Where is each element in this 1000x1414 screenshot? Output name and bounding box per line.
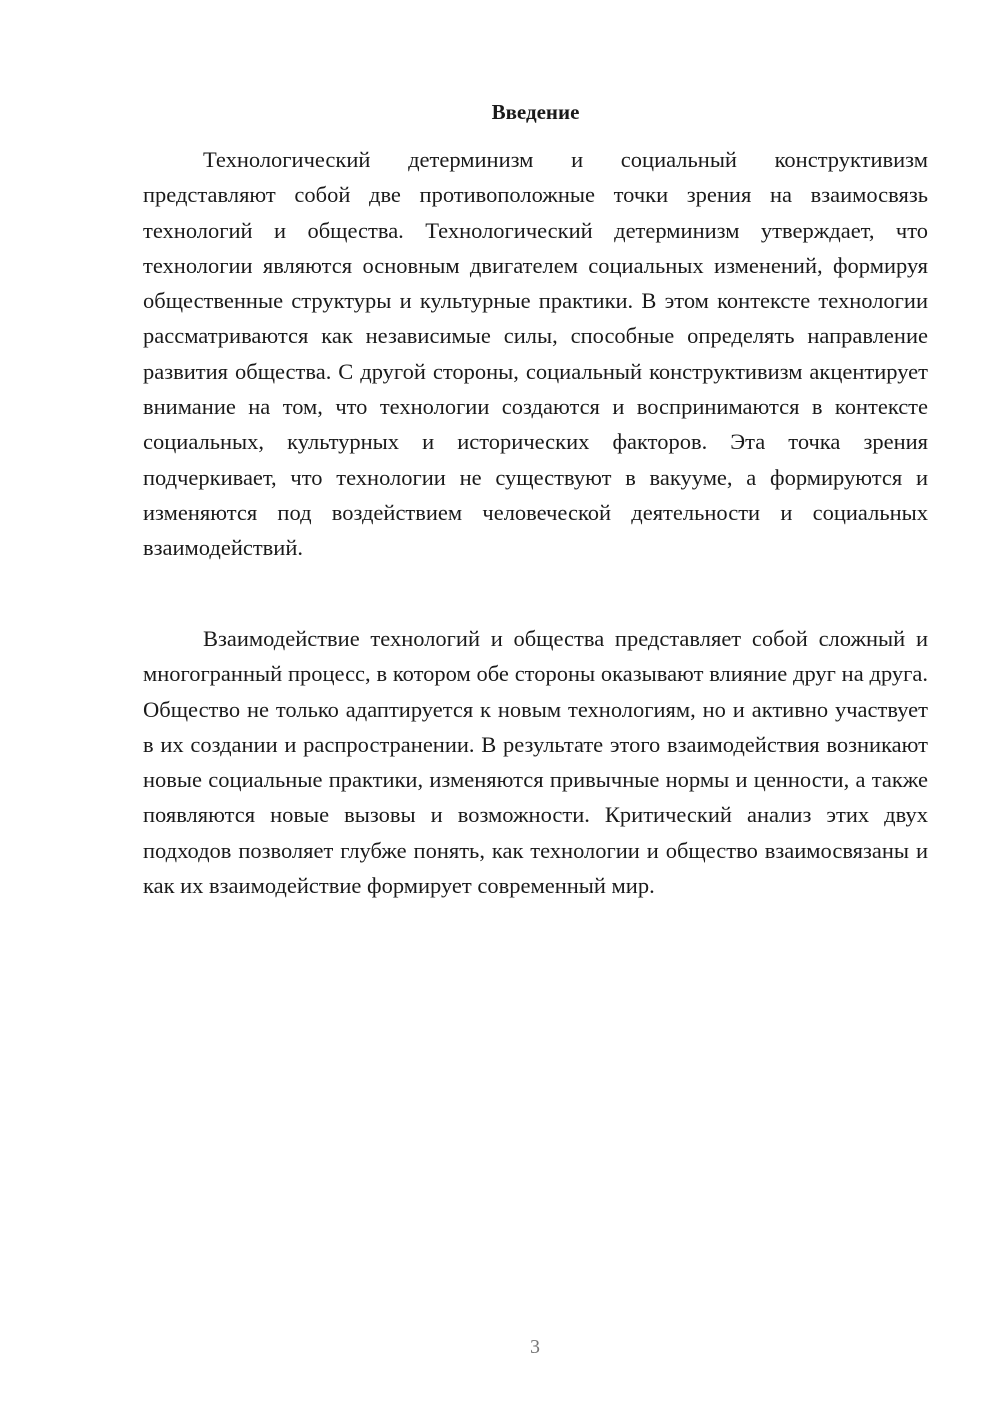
- page-number: 3: [530, 1336, 540, 1358]
- section-title: Введение: [491, 100, 580, 124]
- paragraph-1: Технологический детерминизм и социальный конструктивизм представляют собой две противоположные точки зрения на взаимосвязь технологий и общества. Технологический детерминизм утверждает, что технологии являются основным двигателем социальных изменений, формируя общественные структуры и культурные практики. В этом контексте технологии рассматриваются как независимые силы, способные определять направление развития общества. С другой стороны, социальный конструктивизм акцентирует внимание на том, что технологии создаются и воспринимаются в контексте социальных, культурных и исторических факторов. Эта точка зрения подчеркивает, что технологии не существуют в вакууме, а формируются и изменяются под воздействием человеческой деятельности и социальных взаимодействий.: [143, 147, 928, 561]
- paragraph-2: Взаимодействие технологий и общества представляет собой сложный и многогранный процесс, в котором обе стороны оказывают влияние друг на друга. Общество не только адаптируется к новым технологиям, но и активно участвует в их создании и распространении. В результате этого взаимодействия возникают новые социальные практики, изменяются привычные нормы и ценности, а также появляются новые вызовы и возможности. Критический анализ этих двух подходов позволяет глубже понять, как технологии и общество взаимосвязаны и как их взаимодействие формирует современный мир.: [143, 626, 928, 899]
